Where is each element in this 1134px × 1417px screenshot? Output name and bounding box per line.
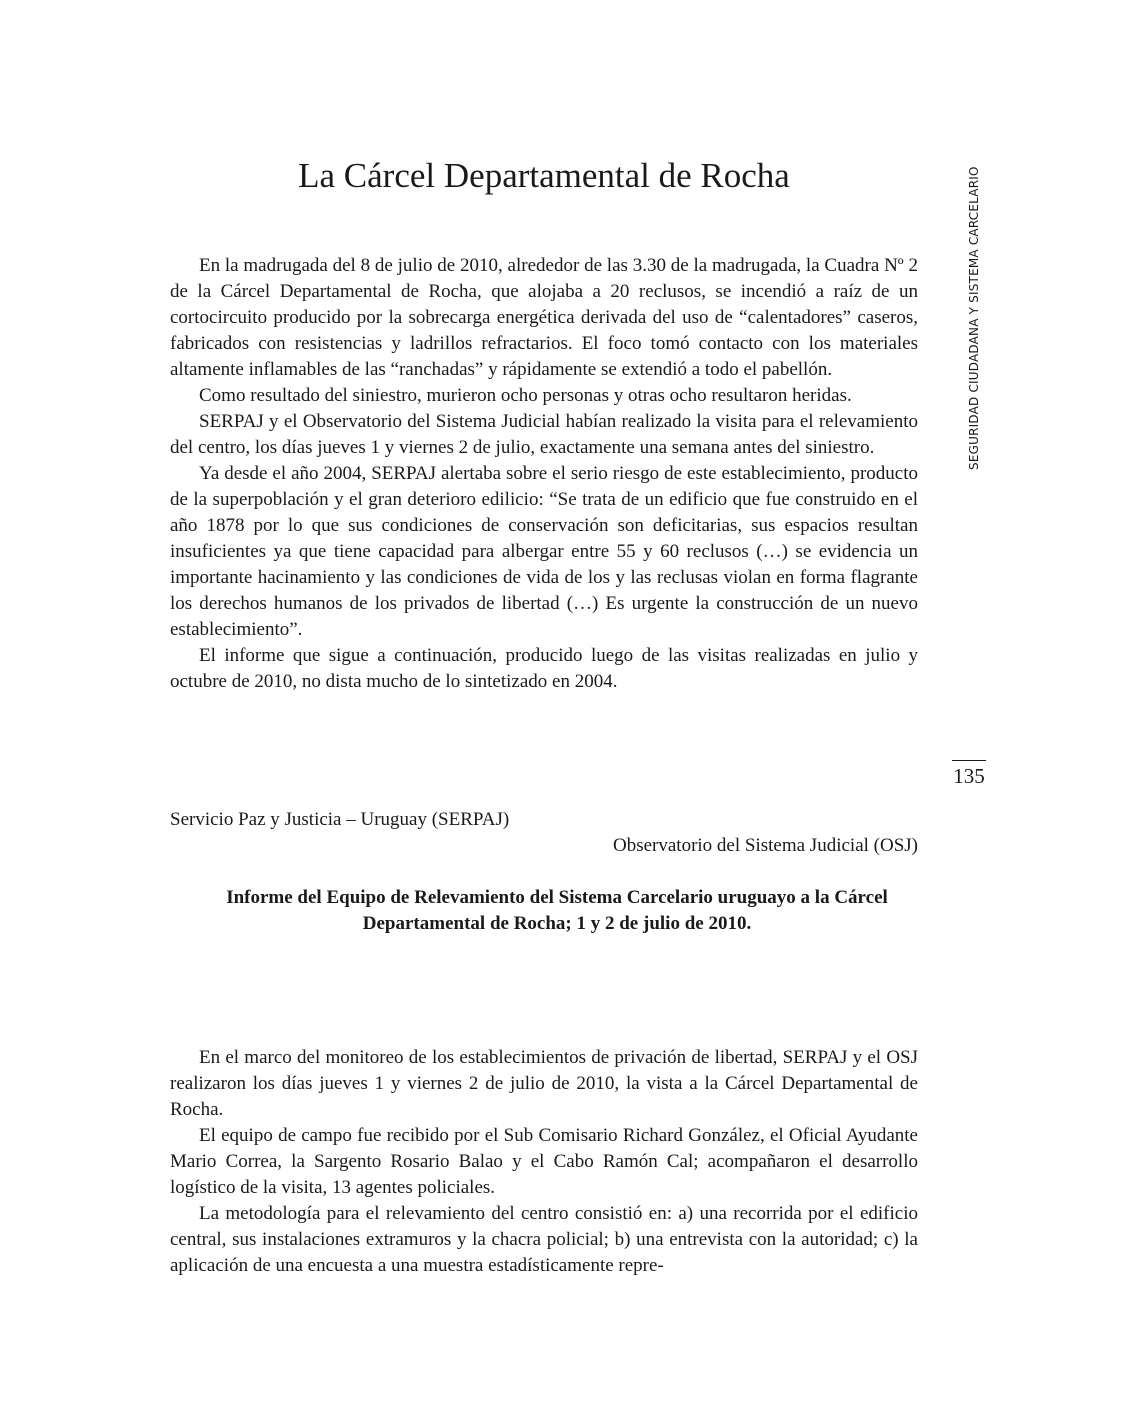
paragraph: Ya desde el año 2004, SERPAJ alertaba sobre el serio riesgo de este establecimiento, producto de la superpoblación y el gran deterioro edilicio: “Se trata de un edificio que fue construido en el año 1878 por lo que sus condiciones de conservación son deficitarias, sus espacios resultan insuficientes ya que tiene capacidad para albergar entre 55 y 60 reclusos (…) se evidencia un importante hacinamiento y las condiciones de vida de los y las reclusas violan en forma flagrante los derechos humanos de los privados de libertad (…) Es urgente la construcción de un nuevo establecimiento”. bbox=[170, 463, 918, 640]
paragraph: La metodología para el relevamiento del centro consistió en: a) una recorrida por el edificio central, sus instalaciones extramuros y la chacra policial; b) una entrevista con la autoridad; c) la aplicación de una encuesta a una muestra estadísticamente repre- bbox=[170, 1203, 918, 1276]
paragraph: Como resultado del siniestro, murieron ocho personas y otras ocho resultaron heridas. bbox=[199, 385, 852, 406]
page-number: 135 bbox=[953, 764, 985, 788]
paragraph: El informe que sigue a continuación, producido luego de las visitas realizadas en julio y octubre de 2010, no dista mucho de lo sintetizado en 2004. bbox=[170, 645, 918, 692]
page-number-rule bbox=[952, 760, 986, 761]
report-subtitle: Informe del Equipo de Relevamiento del Sistema Carcelario uruguayo a la Cárcel Departamental de Rocha; 1 y 2 de julio de 2010. bbox=[226, 887, 888, 934]
running-header-vertical: SEGURIDAD CIUDADANA Y SISTEMA CARCELARIO bbox=[967, 166, 981, 470]
paragraph: SERPAJ y el Observatorio del Sistema Judicial habían realizado la visita para el relevamiento del centro, los días jueves 1 y viernes 2 de julio, exactamente una semana antes del siniestro. bbox=[170, 411, 918, 458]
signature-osj: Observatorio del Sistema Judicial (OSJ) bbox=[612, 835, 918, 856]
paragraph: En la madrugada del 8 de julio de 2010, alrededor de las 3.30 de la madrugada, la Cuadra Nº 2 de la Cárcel Departamental de Rocha, que alojaba a 20 reclusos, se incendió a raíz de un cortocircuito producido por la sobrecarga energética derivada del uso de “calentadores” caseros, fabricados con resistencias y ladrillos refractarios. El foco tomó contacto con los materiales altamente inflamables de las “ranchadas” y rápidamente se extendió a todo el pabellón. bbox=[170, 255, 918, 380]
report-section bbox=[170, 1045, 918, 1279]
page-title: La Cárcel Departamental de Rocha bbox=[298, 156, 790, 195]
signature-serpaj: Servicio Paz y Justicia – Uruguay (SERPAJ) bbox=[170, 809, 510, 830]
paragraph: El equipo de campo fue recibido por el Sub Comisario Richard González, el Oficial Ayudante Mario Correa, la Sargento Rosario Balao y el Cabo Ramón Cal; acompañaron el desarrollo logístico de la visita, 13 agentes policiales. bbox=[170, 1125, 918, 1198]
paragraph: En el marco del monitoreo de los establecimientos de privación de libertad, SERPAJ y el OSJ realizaron los días jueves 1 y viernes 2 de julio de 2010, la vista a la Cárcel Departamental de Rocha. bbox=[170, 1047, 918, 1120]
intro-section bbox=[170, 253, 918, 695]
